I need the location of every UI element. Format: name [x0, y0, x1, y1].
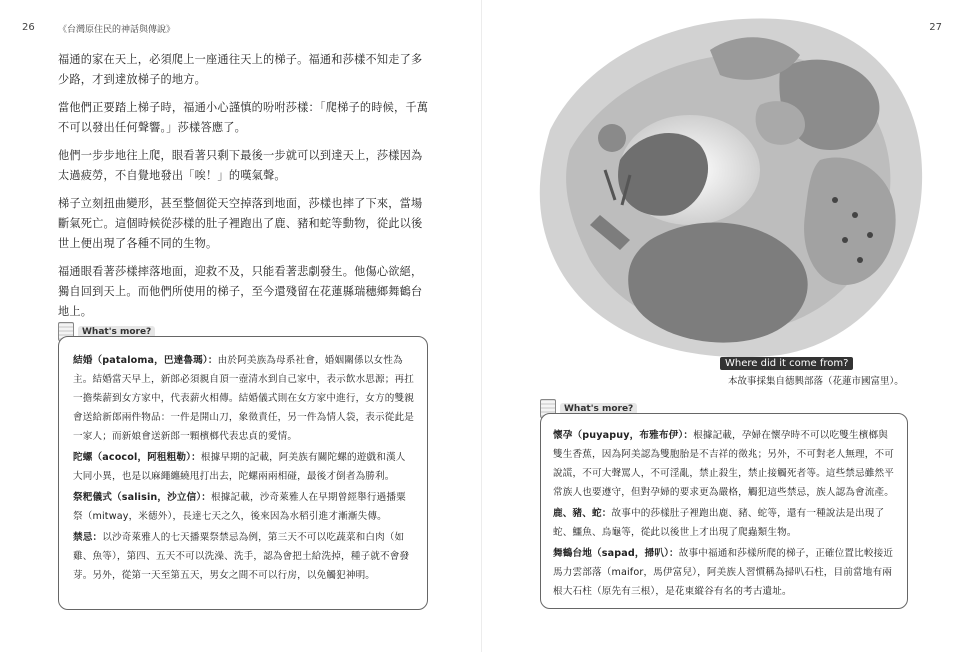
note-term: 鹿、豬、蛇：	[553, 508, 612, 519]
note-entry	[553, 544, 897, 601]
paragraph: 梯子立刻扭曲變形，甚至整個從天空掉落到地面，莎樣也摔了下來，當場斷氣死亡。這個時候從莎樣的肚子裡跑出了鹿、豬和蛇等動物，從此以後世上便出現了各種不同的生物。	[58, 197, 423, 250]
paragraph: 他們一步步地往上爬，眼看著只剩下最後一步就可以到達天上，莎樣因為太過疲勞，不自覺地發出「唉！」的嘆氣聲。	[58, 149, 423, 182]
note-text: 根據早期的記載，阿美族有關陀螺的遊戲和漢人大同小異，也是以麻繩纏繞甩打出去，陀螺兩兩相碰，最後才倒者為勝利。	[73, 452, 406, 482]
whats-more-label: What's more?	[78, 326, 155, 338]
paragraph: 當他們正要踏上梯子時，福通小心謹慎的吩咐莎樣：「爬梯子的時候，千萬不可以發出任何聲響。」莎樣答應了。	[58, 101, 429, 134]
note-term: 舞鶴台地（sapad，掃叭）：	[553, 548, 679, 559]
caption-source: 本故事採集自德興部落（花蓮市國富里）。	[728, 376, 904, 387]
page-number-left: 26	[22, 22, 35, 33]
note-entry	[73, 351, 415, 446]
whats-more-label: What's more?	[560, 403, 637, 415]
paragraph: 福通的家在天上，必須爬上一座通往天上的梯子。福通和莎樣不知走了多少路，才到達放梯子的地方。	[58, 53, 423, 86]
note-text: 根據記載，沙奇萊雅人在早期曾經舉行過播粟祭（mitway，米德外），長達七天之久，後來因為水稻引進才漸漸失傳。	[73, 492, 406, 522]
note-entry	[553, 426, 897, 502]
note-entry	[73, 448, 415, 486]
note-term: 陀螺（acocol，阿租粗勒）：	[73, 452, 201, 463]
note-entry	[553, 504, 897, 542]
animals-illustration	[530, 10, 930, 360]
note-term: 懷孕（puyapuy，布雅布伊）：	[553, 430, 694, 441]
note-text: 故事中福通和莎樣所爬的梯子，正確位置比較接近馬力雲部落（maifor，馬伊富兒），阿美族人習慣稱為掃叭石柱，目前當地有兩根大石柱（原先有三根），是花東縱谷有名的考古遺址。	[553, 548, 894, 597]
note-term: 結婚（pataloma，巴達魯瑪）：	[73, 355, 218, 366]
falling-woman-head	[598, 124, 626, 152]
note-text: 根據記載，孕婦在懷孕時不可以吃雙生檳榔與雙生香蕉，因為阿美認為雙胞胎是不吉祥的徵兆；另外，不可對老人無理，不可說謊，不可大聲罵人，不可淫亂，禁止殺生，禁止接觸死者等。這些禁忌雖然平常族人也要遵守，但對孕婦的要求更為嚴格，觸犯這些禁忌，族人認為會流產。	[553, 430, 895, 498]
note-entry	[73, 488, 415, 526]
note-text: 以沙奇萊雅人的七天播粟祭禁忌為例，第三天不可以吃蔬菜和白肉（如雞、魚等），第四、五天不可以洗澡、洗手，認為會把土給洗掉，種子就不會發芽。另外，從第一天至第五天，男女之間不可以行房，以免觸犯神明。	[73, 532, 410, 581]
note-term: 禁忌：	[73, 532, 103, 543]
note-text: 由於阿美族為母系社會，婚姻關係以女性為主。結婚當天早上，新郎必須親自頂一壺清水到自己家中，表示飲水思源；再扛一擔柴薪到女方家中，代表薪火相傳。結婚儀式則在女方家中進行，女方的雙親會送給新郎兩件物品：一件是開山刀，象徵責任，另一件為情人袋，表示從此是一家人；而新娘會送新郎一顆檳榔代表忠貞的愛情。	[73, 355, 415, 442]
whats-more-box-right	[540, 413, 908, 609]
page-number-right: 27	[929, 22, 942, 33]
whats-more-box-left	[58, 336, 428, 610]
story-body	[58, 50, 430, 330]
caption-question: Where did it come from?	[720, 357, 853, 370]
note-text: 故事中的莎樣肚子裡跑出鹿、豬、蛇等，還有一種說法是出現了蛇、鱷魚、烏龜等，從此以後世上才出現了爬蟲類生物。	[553, 508, 885, 538]
note-entry	[73, 528, 415, 585]
paragraph: 福通眼看著莎樣摔落地面，迎救不及，只能看著悲劇發生。他傷心欲絕，獨自回到天上。而他們所使用的梯子，至今還殘留在花蓮縣瑞穗鄉舞鶴台地上。	[58, 265, 423, 318]
note-term: 祭粑儀式（salisin，沙立信）：	[73, 492, 212, 503]
running-head: 《台灣原住民的神話與傳說》	[58, 25, 176, 35]
